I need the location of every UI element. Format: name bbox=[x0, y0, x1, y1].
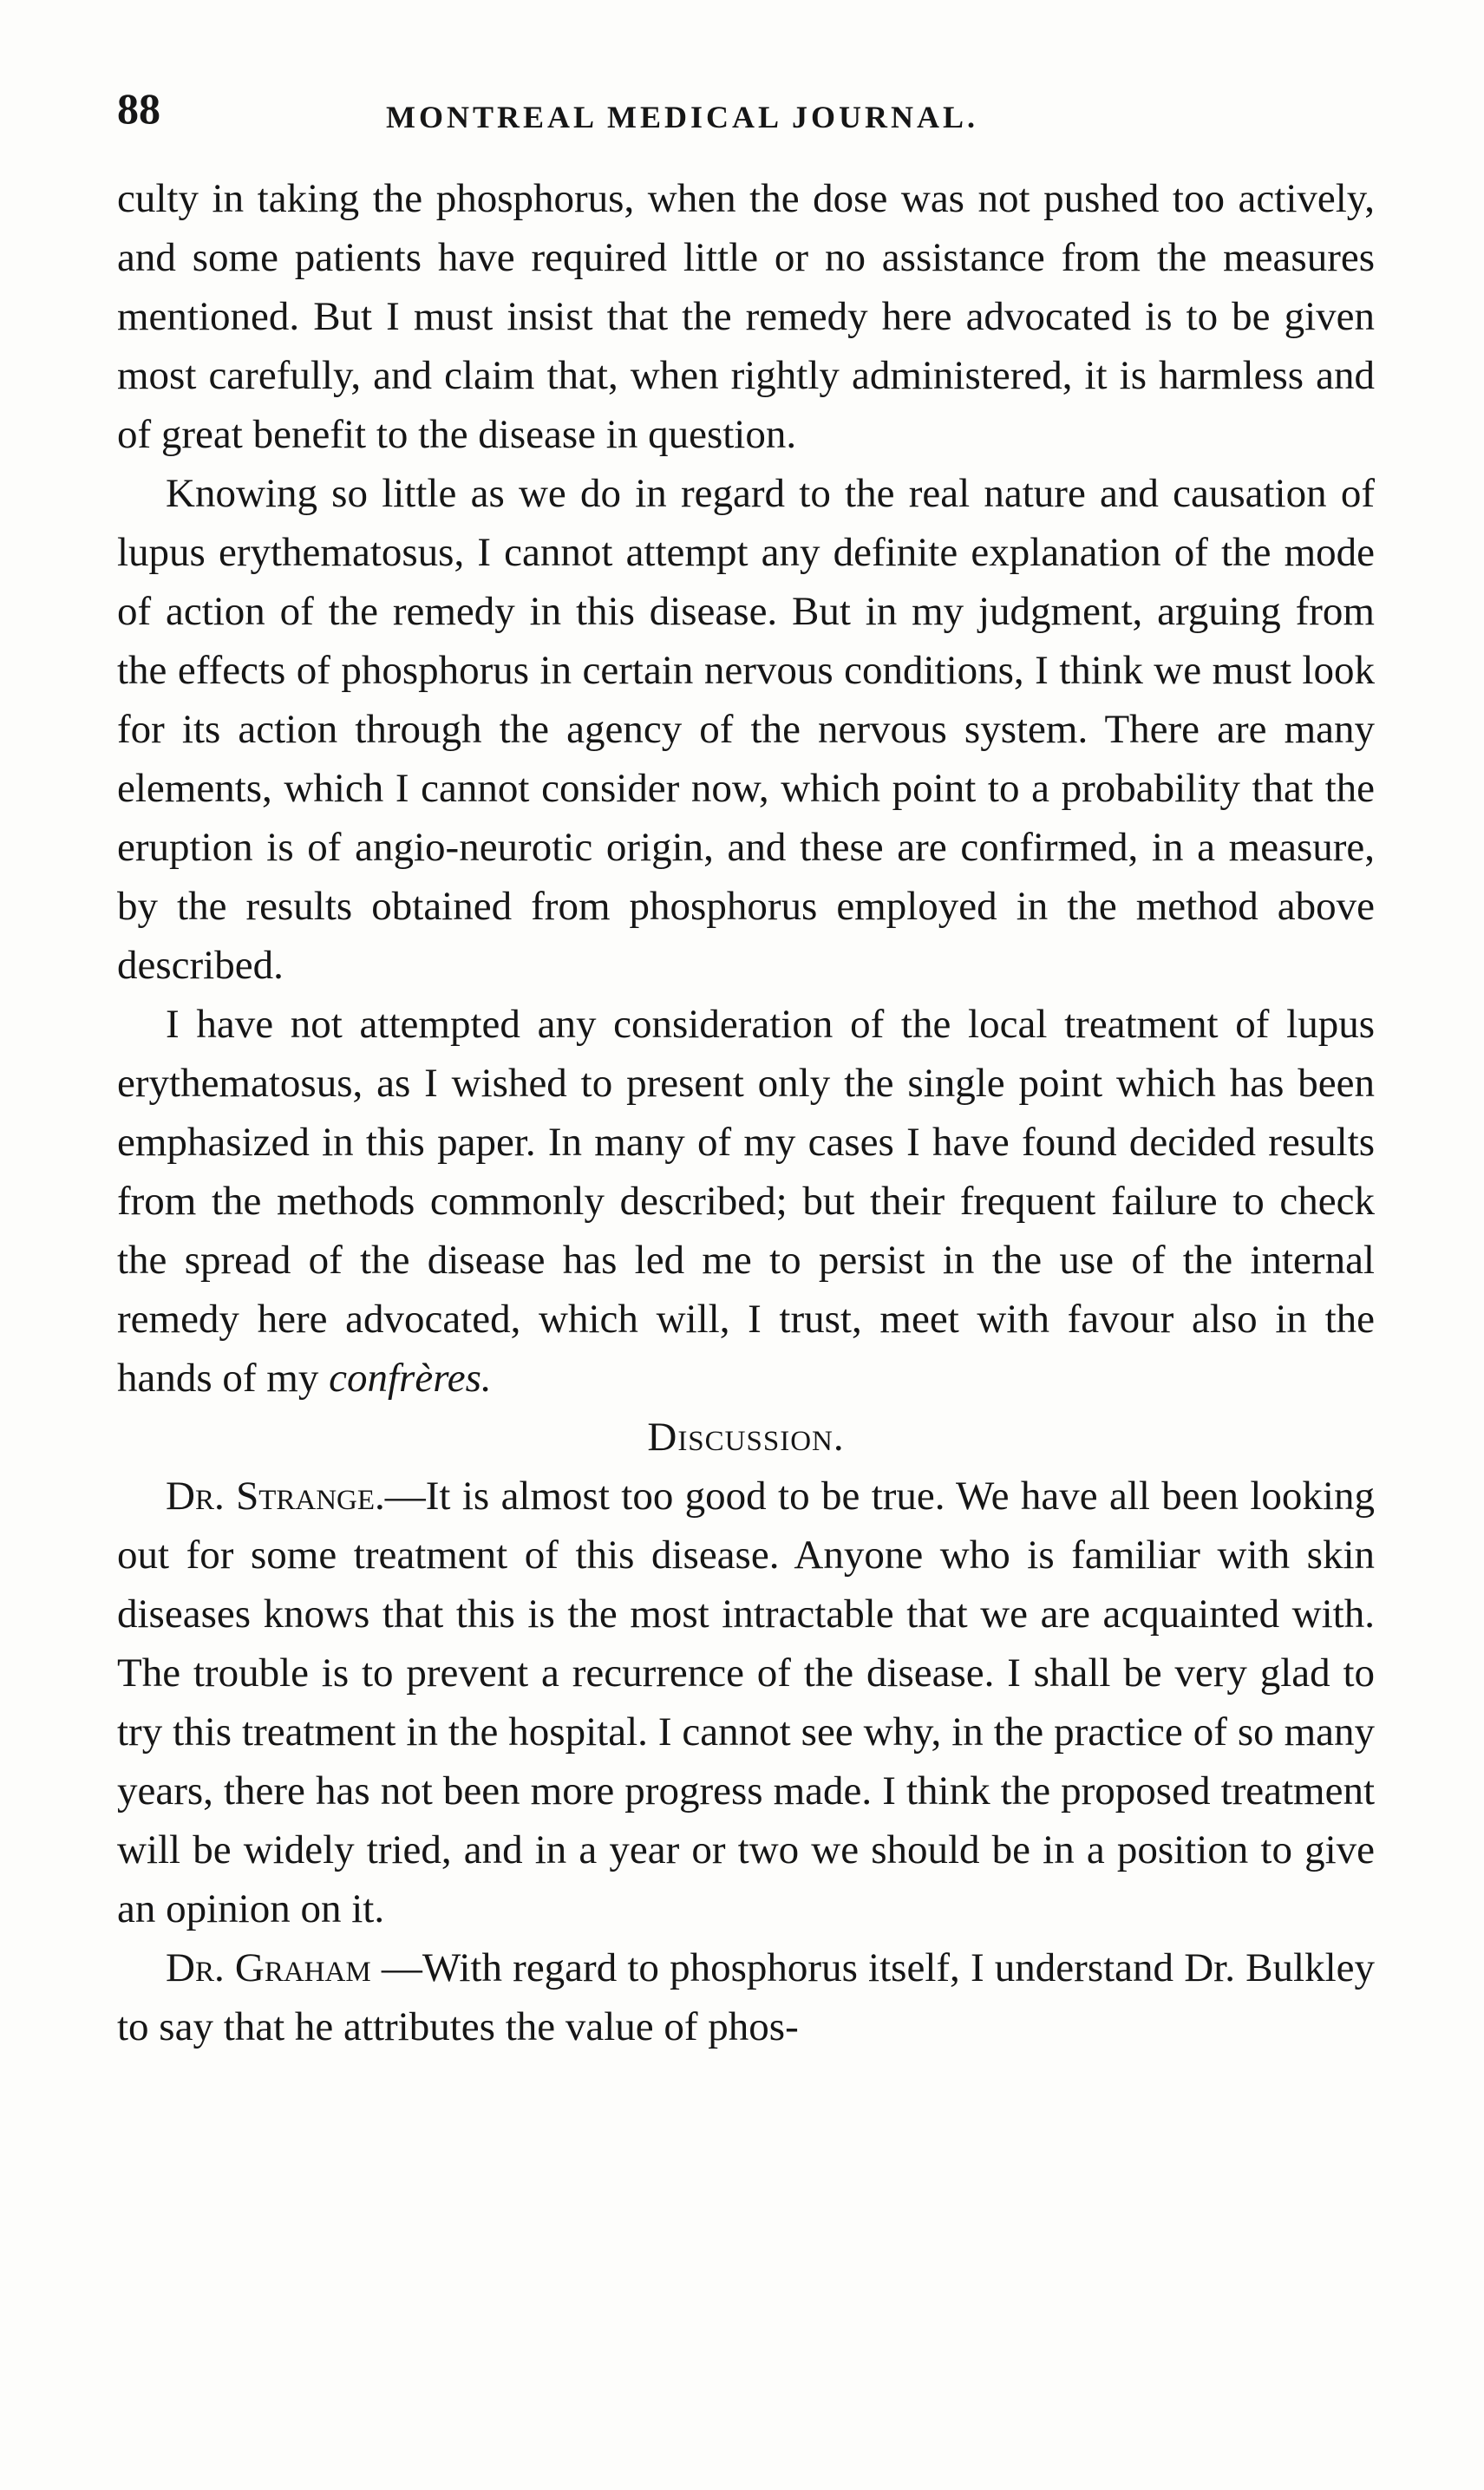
article-body bbox=[117, 169, 1375, 2056]
graham-remarks: —With regard to phosphorus itself, I understand Dr. Bulkley to say that he attributes the value of phos- bbox=[117, 1945, 1375, 2049]
paragraph-3 bbox=[117, 995, 1375, 1408]
discussion-graham bbox=[117, 1938, 1375, 2056]
page-number: 88 bbox=[117, 84, 160, 133]
running-head bbox=[117, 83, 1379, 144]
paragraph-3-italic: confrères. bbox=[329, 1356, 492, 1401]
discussion-strange bbox=[117, 1467, 1375, 1938]
journal-title: MONTREAL MEDICAL JOURNAL. bbox=[386, 100, 979, 134]
paragraph-2: Knowing so little as we do in regard to the real nature and causation of lupus erythematosus, I cannot attempt any definite explanation of the mode of action of the remedy in this disease. But in my judgment, arguing from the effects of phosphorus in certain nervous conditions, I think we must look for its action through the agency of the nervous system. There are many elements, which I cannot consider now, which point to a probability that the eruption is of angio-neurotic origin, and these are confirmed, in a measure, by the results obtained from phosphorus employed in the method above described. bbox=[117, 471, 1375, 988]
strange-remarks: —It is almost too good to be true. We have all been looking out for some treatment of this disease. Anyone who is familiar with skin diseases knows that this is the most intractable that we are acquainted with. The trouble is to prevent a recurrence of the disease. I shall be very glad to try this treatment in the hospital. I cannot see why, in the practice of so many years, there has not been more progress made. I think the proposed treatment will be widely tried, and in a year or two we should be in a position to give an opinion on it. bbox=[117, 1474, 1375, 1931]
speaker-strange: Dr. Strange. bbox=[166, 1474, 385, 1519]
discussion-heading: Discussion. bbox=[647, 1415, 845, 1460]
paragraph-3-text: I have not attempted any consideration of the local treatment of lupus erythematosus, as I wished to present only the single point which has been emphasized in this paper. In many of my cases I have found decided results from the methods commonly described; but their frequent failure to check the spread of the disease has led me to persist in the use of the internal remedy here advocated, which will, I trust, meet with favour also in the hands of my bbox=[117, 1002, 1375, 1401]
speaker-graham: Dr. Graham bbox=[166, 1945, 371, 1990]
paragraph-1: culty in taking the phosphorus, when the dose was not pushed too actively, and some patients have required little or no assistance from the measures mentioned. But I must insist that the remedy here advocated is to be given most carefully, and claim that, when rightly administered, it is harmless and of great benefit to the disease in question. bbox=[117, 176, 1375, 457]
